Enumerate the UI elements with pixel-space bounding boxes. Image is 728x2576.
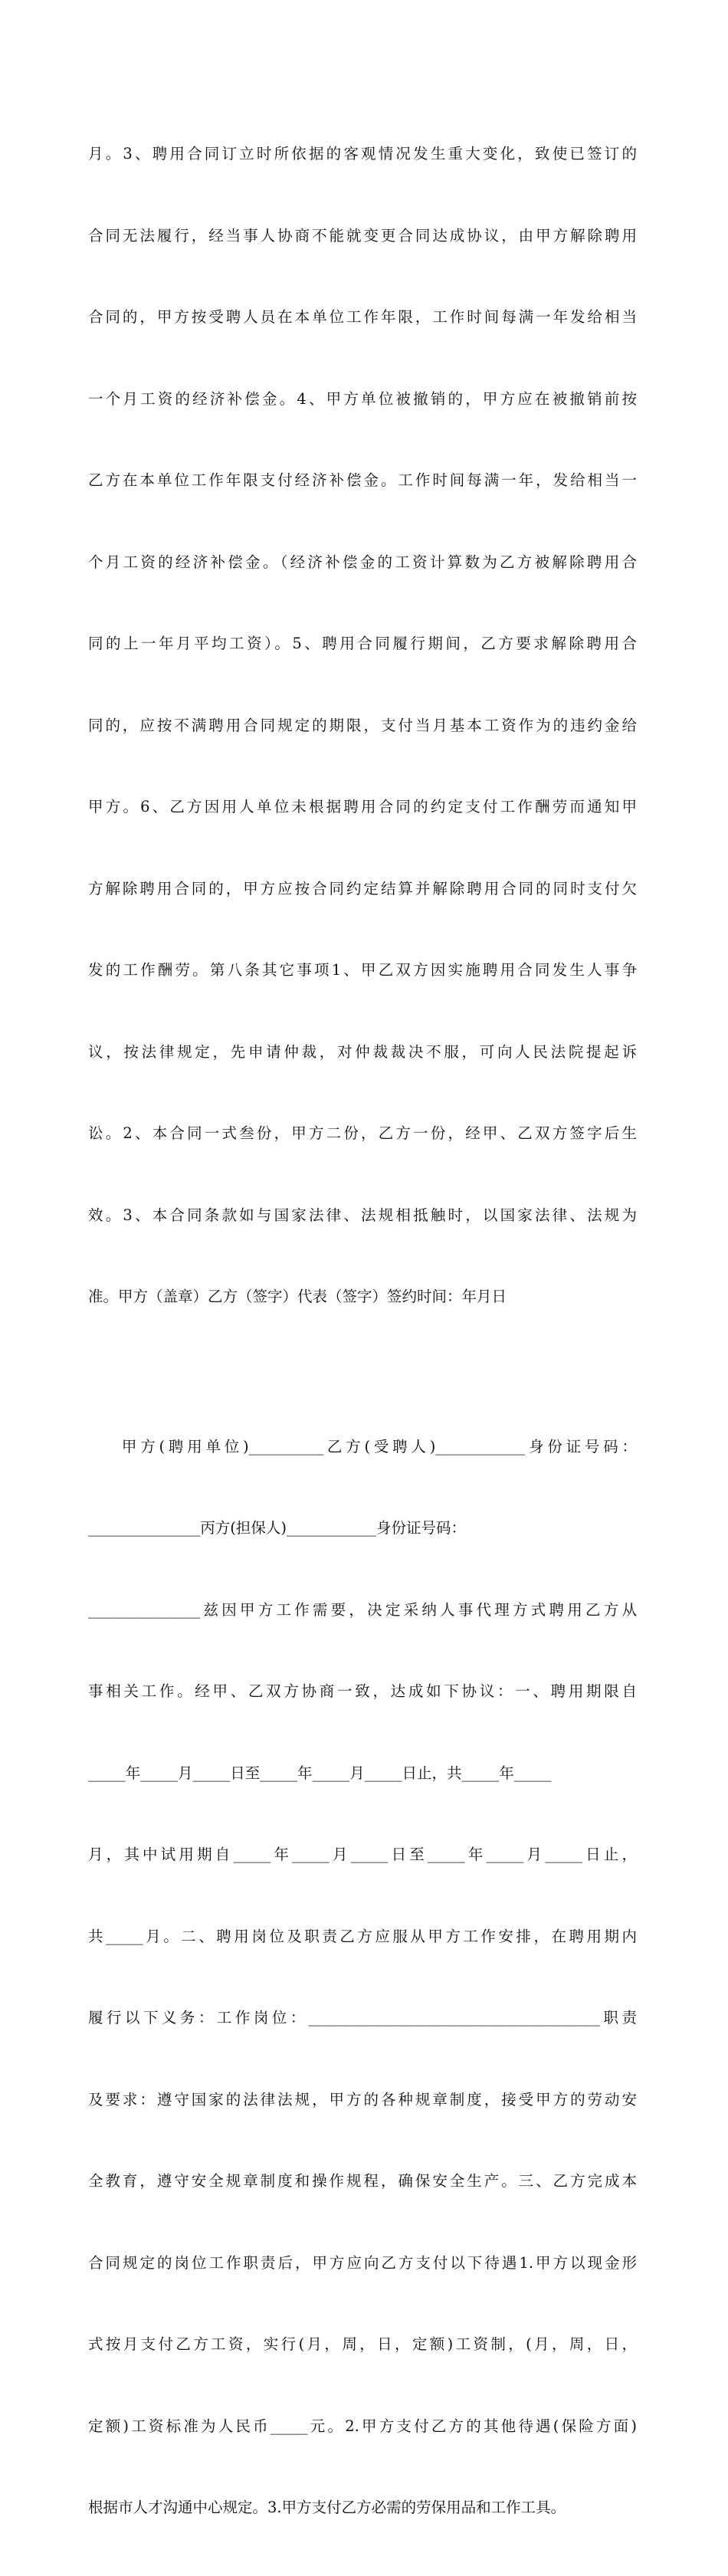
text-line: 式按月支付乙方工资，实行(月，周，日，定额)工资制，(月，周，日， (88, 2335, 637, 2353)
text-line: 事相关工作。经甲、乙双方协商一致，达成如下协议：一、聘用期限自 (88, 1682, 637, 1700)
text-line: 履行以下义务：工作岗位：_______________________________________职责 (88, 2009, 637, 2026)
contract-termination-paragraph (88, 86, 637, 1365)
text-line: 乙方在本单位工作年限支付经济补偿金。工作时间每满一年，发给相当一 (88, 471, 637, 489)
text-line: 议，按法律规定，先申请仲裁，对仲裁裁决不服，可向人民法院提起诉 (88, 1042, 637, 1061)
text-line: 方解除聘用合同的，甲方应按合同约定结算并解除聘用合同的同时支付欠 (88, 879, 637, 897)
text-line: 发的工作酬劳。第八条其它事项1、甲乙双方因实施聘用合同发生人事争 (88, 961, 637, 979)
document-page (88, 86, 637, 2576)
text-line: 共_____月。二、聘用岗位及职责乙方应服从甲方工作安排，在聘用期内 (88, 1927, 637, 1945)
text-line: 甲方(聘用单位)__________乙方(受聘人)____________身份证号码： (88, 1437, 637, 1455)
text-line: 甲方。6、乙方因用人单位未根据聘用合同的约定支付工作酬劳而通知甲 (88, 798, 637, 815)
text-line: 合同无法履行，经当事人协商不能就变更合同达成协议，由甲方解除聘用 (88, 226, 637, 244)
text-line: _____年_____月_____日至_____年_____月_____日止，共_____年_____ (88, 1764, 552, 1782)
text-line: 个月工资的经济补偿金。（经济补偿金的工资计算数为乙方被解除聘用合 (88, 553, 637, 571)
text-line: 月，其中试用期自_____年_____月_____日至_____年_____月_____日止， (88, 1846, 637, 1863)
text-line: _______________兹因甲方工作需要，决定采纳人事代理方式聘用乙方从 (88, 1600, 637, 1619)
text-line: _______________丙方(担保人)____________身份证号码： (88, 1519, 466, 1537)
text-line: 合同规定的岗位工作职责后，甲方应向乙方支付以下待遇1.甲方以现金形 (88, 2253, 637, 2272)
employment-agreement-paragraph (88, 1379, 637, 2576)
text-line: 讼。2、本合同一式叁份，甲方二份，乙方一份，经甲、乙双方签字后生 (88, 1124, 637, 1142)
text-line: 定额)工资标准为人民币_____元。2.甲方支付乙方的其他待遇(保险方面) (88, 2417, 637, 2435)
text-line: 根据市人才沟通中心规定。3.甲方支付乙方必需的劳保用品和工作工具。 (88, 2499, 566, 2516)
text-line: 及要求：遵守国家的法律法规，甲方的各种规章制度，接受甲方的劳动安 (88, 2090, 637, 2108)
text-line: 全教育，遵守安全规章制度和操作规程，确保安全生产。三、乙方完成本 (88, 2172, 637, 2190)
text-line: 效。3、本合同条款如与国家法律、法规相抵触时，以国家法律、法规为 (88, 1206, 637, 1224)
text-line: 准。甲方（盖章）乙方（签字）代表（签字）签约时间：年月日 (88, 1288, 507, 1305)
text-line: 同的上一年月平均工资）。5、聘用合同履行期间，乙方要求解除聘用合 (88, 635, 637, 652)
text-line: 月。3、聘用合同订立时所依据的客观情况发生重大变化，致使已签订的 (88, 145, 637, 162)
text-line: 合同的，甲方按受聘人员在本单位工作年限，工作时间每满一年发给相当 (88, 308, 637, 326)
text-line: 同的，应按不满聘用合同规定的期限，支付当月基本工资作为的违约金给 (88, 716, 637, 734)
text-line: 一个月工资的经济补偿金。4、甲方单位被撤销的，甲方应在被撤销前按 (88, 389, 637, 408)
